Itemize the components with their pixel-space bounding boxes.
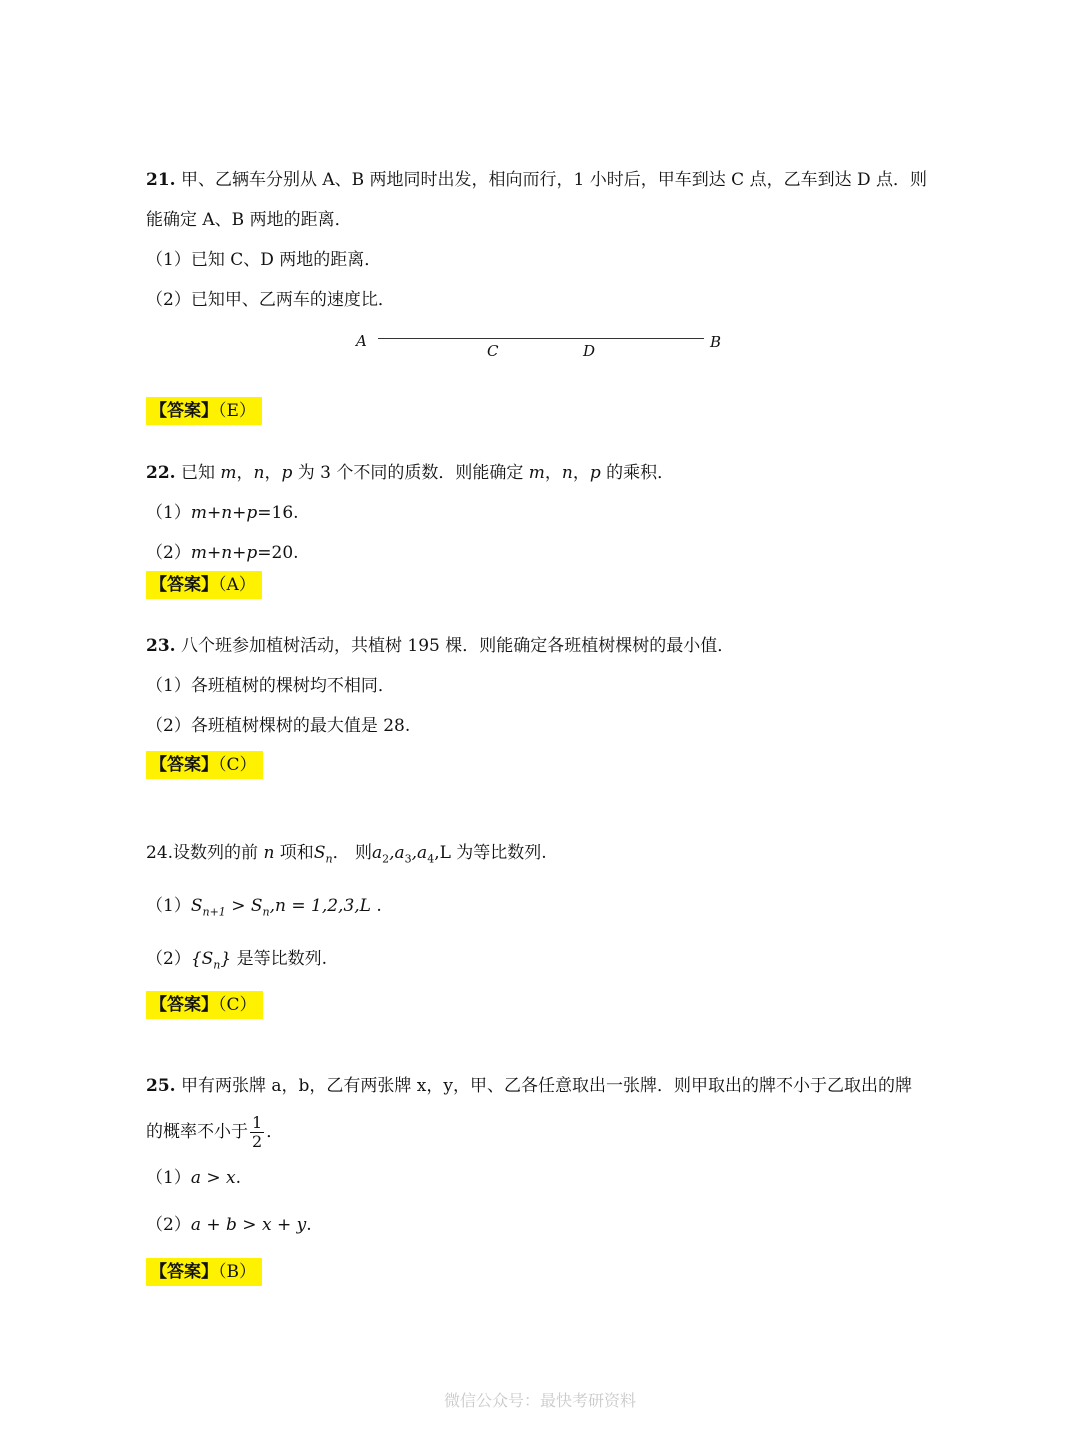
q22-cond1-math: m+n+p (190, 503, 258, 523)
q24-sub-n: n (325, 852, 333, 866)
q24-var-a: a (371, 843, 383, 863)
q25-stem-line-1 (146, 1074, 912, 1098)
q22-stem-text-c: 的乘积． (600, 463, 675, 483)
q22-cond2-suffix: =20. (257, 543, 299, 563)
q22-stem-line (146, 461, 674, 485)
q24-cond2-text: 是等比数列. (231, 949, 328, 969)
q23-answer-value: （C） (218, 755, 257, 775)
q24-stem-text-a: 24.设数列的前 (146, 843, 264, 863)
q22-cond1-suffix: =16. (257, 503, 299, 523)
q25-cond2-math: a + b > x + y (190, 1215, 307, 1235)
q24-var-a3: ,a (389, 843, 405, 863)
q22-sep: ， (264, 463, 282, 483)
q23-stem-text: 八个班参加植树活动，共植树 195 棵．则能确定各班植树棵树的最小值． (175, 636, 735, 656)
q23-answer-label: 【答案】 (150, 755, 218, 775)
q24-cond2-open: {S (190, 949, 214, 969)
q21-condition-1: （1）已知 C、D 两地的距离． (146, 250, 382, 270)
q24-cond2-sub: n (213, 958, 221, 972)
q23-answer-badge (146, 751, 263, 779)
q25-fraction-denominator: 2 (252, 1132, 263, 1151)
q25-answer-value: （B） (218, 1262, 256, 1282)
q24-var-n: n (263, 843, 275, 863)
q21-segment-diagram (350, 328, 730, 364)
q25-answer-badge (146, 1258, 262, 1286)
q22-stem-text-b: 为 3 个不同的质数．则能确定 (292, 463, 529, 483)
q24-cond2-prefix: （2） (146, 949, 191, 969)
q24-stem-line (146, 841, 547, 871)
q25-cond1-math: a > x (190, 1168, 236, 1188)
q21-stem-text-1: 甲、乙辆车分别从 A、B 两地同时出发，相向而行，1 小时后，甲车到达 C 点，乙车到达 D 点．则 (180, 170, 928, 190)
q25-cond2-prefix: （2） (146, 1215, 191, 1235)
q21-number: 21. (146, 170, 176, 190)
q24-cond1-prefix: （1） (146, 896, 191, 916)
q24-cond1-gt: > S (225, 896, 263, 916)
q24-stem-text-b: 项和 (274, 843, 314, 863)
q25-stem-text-1: 甲有两张牌 a，b，乙有两张牌 x，y，甲、乙各任意取出一张牌．则甲取出的牌不小于乙取出的牌 (175, 1076, 912, 1096)
q24-var-s: S (313, 843, 326, 863)
q24-answer-value: （C） (218, 995, 257, 1015)
q24-cond1-sub-1: n+1 (202, 905, 226, 919)
q22-answer-label: 【答案】 (150, 575, 218, 595)
q25-stem-text-2: 的概率不小于 (146, 1122, 248, 1142)
q21-stem-line-2: 能确定 A、B 两地的距离． (146, 210, 352, 230)
q24-answer-label: 【答案】 (150, 995, 218, 1015)
diagram-label-c: C (487, 342, 499, 360)
q22-condition-1 (146, 501, 299, 525)
q22-number: 22. (146, 463, 176, 483)
q22-sep: ， (236, 463, 254, 483)
q24-condition-1 (146, 894, 382, 924)
diagram-segment-ab (378, 338, 704, 339)
q22-stem-text-a: 已知 (175, 463, 221, 483)
q22-var-m: m (528, 463, 545, 483)
q22-sep: ， (544, 463, 562, 483)
q25-cond1-prefix: （1） (146, 1168, 191, 1188)
q23-stem-line (146, 634, 734, 658)
q24-condition-2 (146, 947, 327, 977)
q22-var-n: n (253, 463, 265, 483)
q22-var-p: p (589, 463, 601, 483)
diagram-label-b: B (710, 333, 722, 351)
q24-var-a4: ,a (411, 843, 428, 863)
q24-answer-badge (146, 991, 263, 1019)
q24-cond2-close: } (220, 949, 232, 969)
q23-number: 23. (146, 636, 176, 656)
q24-cond1-rest: ,n = 1,2,3,L (269, 896, 371, 916)
q25-fraction-numerator: 1 (252, 1113, 263, 1132)
q25-condition-1 (146, 1166, 241, 1190)
q24-dots: ,L (434, 843, 451, 863)
diagram-label-a: A (356, 332, 367, 350)
q25-stem-line-2 (146, 1110, 283, 1154)
q25-cond2-end: . (306, 1215, 312, 1235)
q24-cond1-sub-2: n (262, 905, 270, 919)
q25-number: 25. (146, 1076, 176, 1096)
q24-sub-2: 2 (382, 852, 390, 866)
q23-condition-1: （1）各班植树的棵树均不相同． (146, 676, 395, 696)
q25-answer-label: 【答案】 (150, 1262, 218, 1282)
q22-sep: ， (572, 463, 590, 483)
q21-answer-value: （E） (218, 401, 256, 421)
q24-cond1-s: S (190, 896, 203, 916)
q22-var-p: p (281, 463, 293, 483)
q21-answer-badge (146, 397, 262, 425)
q24-cond1-end: . (370, 896, 382, 916)
q21-condition-2: （2）已知甲、乙两车的速度比． (146, 290, 395, 310)
q22-answer-badge (146, 571, 262, 599)
q24-stem-text-d: 为等比数列. (450, 843, 547, 863)
q25-stem-text-3: ． (266, 1122, 284, 1142)
q21-stem-line-1 (146, 168, 927, 192)
q25-cond1-end: . (235, 1168, 242, 1188)
q22-condition-2 (146, 541, 299, 565)
watermark-text: 微信公众号：最快考研资料 (443, 1391, 636, 1410)
q22-var-n: n (561, 463, 573, 483)
q25-fraction (250, 1114, 264, 1151)
q24-sub-4: 4 (427, 852, 435, 866)
q21-answer-label: 【答案】 (150, 401, 218, 421)
diagram-label-d: D (583, 342, 596, 360)
q22-cond2-math: m+n+p (190, 543, 258, 563)
q22-cond1-prefix: （1） (146, 503, 191, 523)
q23-condition-2: （2）各班植树棵树的最大值是 28. (146, 716, 411, 736)
q22-var-m: m (220, 463, 237, 483)
q24-stem-text-c: ． 则 (332, 843, 372, 863)
q24-sub-3: 3 (404, 852, 412, 866)
q22-answer-value: （A） (218, 575, 256, 595)
q25-condition-2 (146, 1213, 312, 1237)
q22-cond2-prefix: （2） (146, 543, 191, 563)
